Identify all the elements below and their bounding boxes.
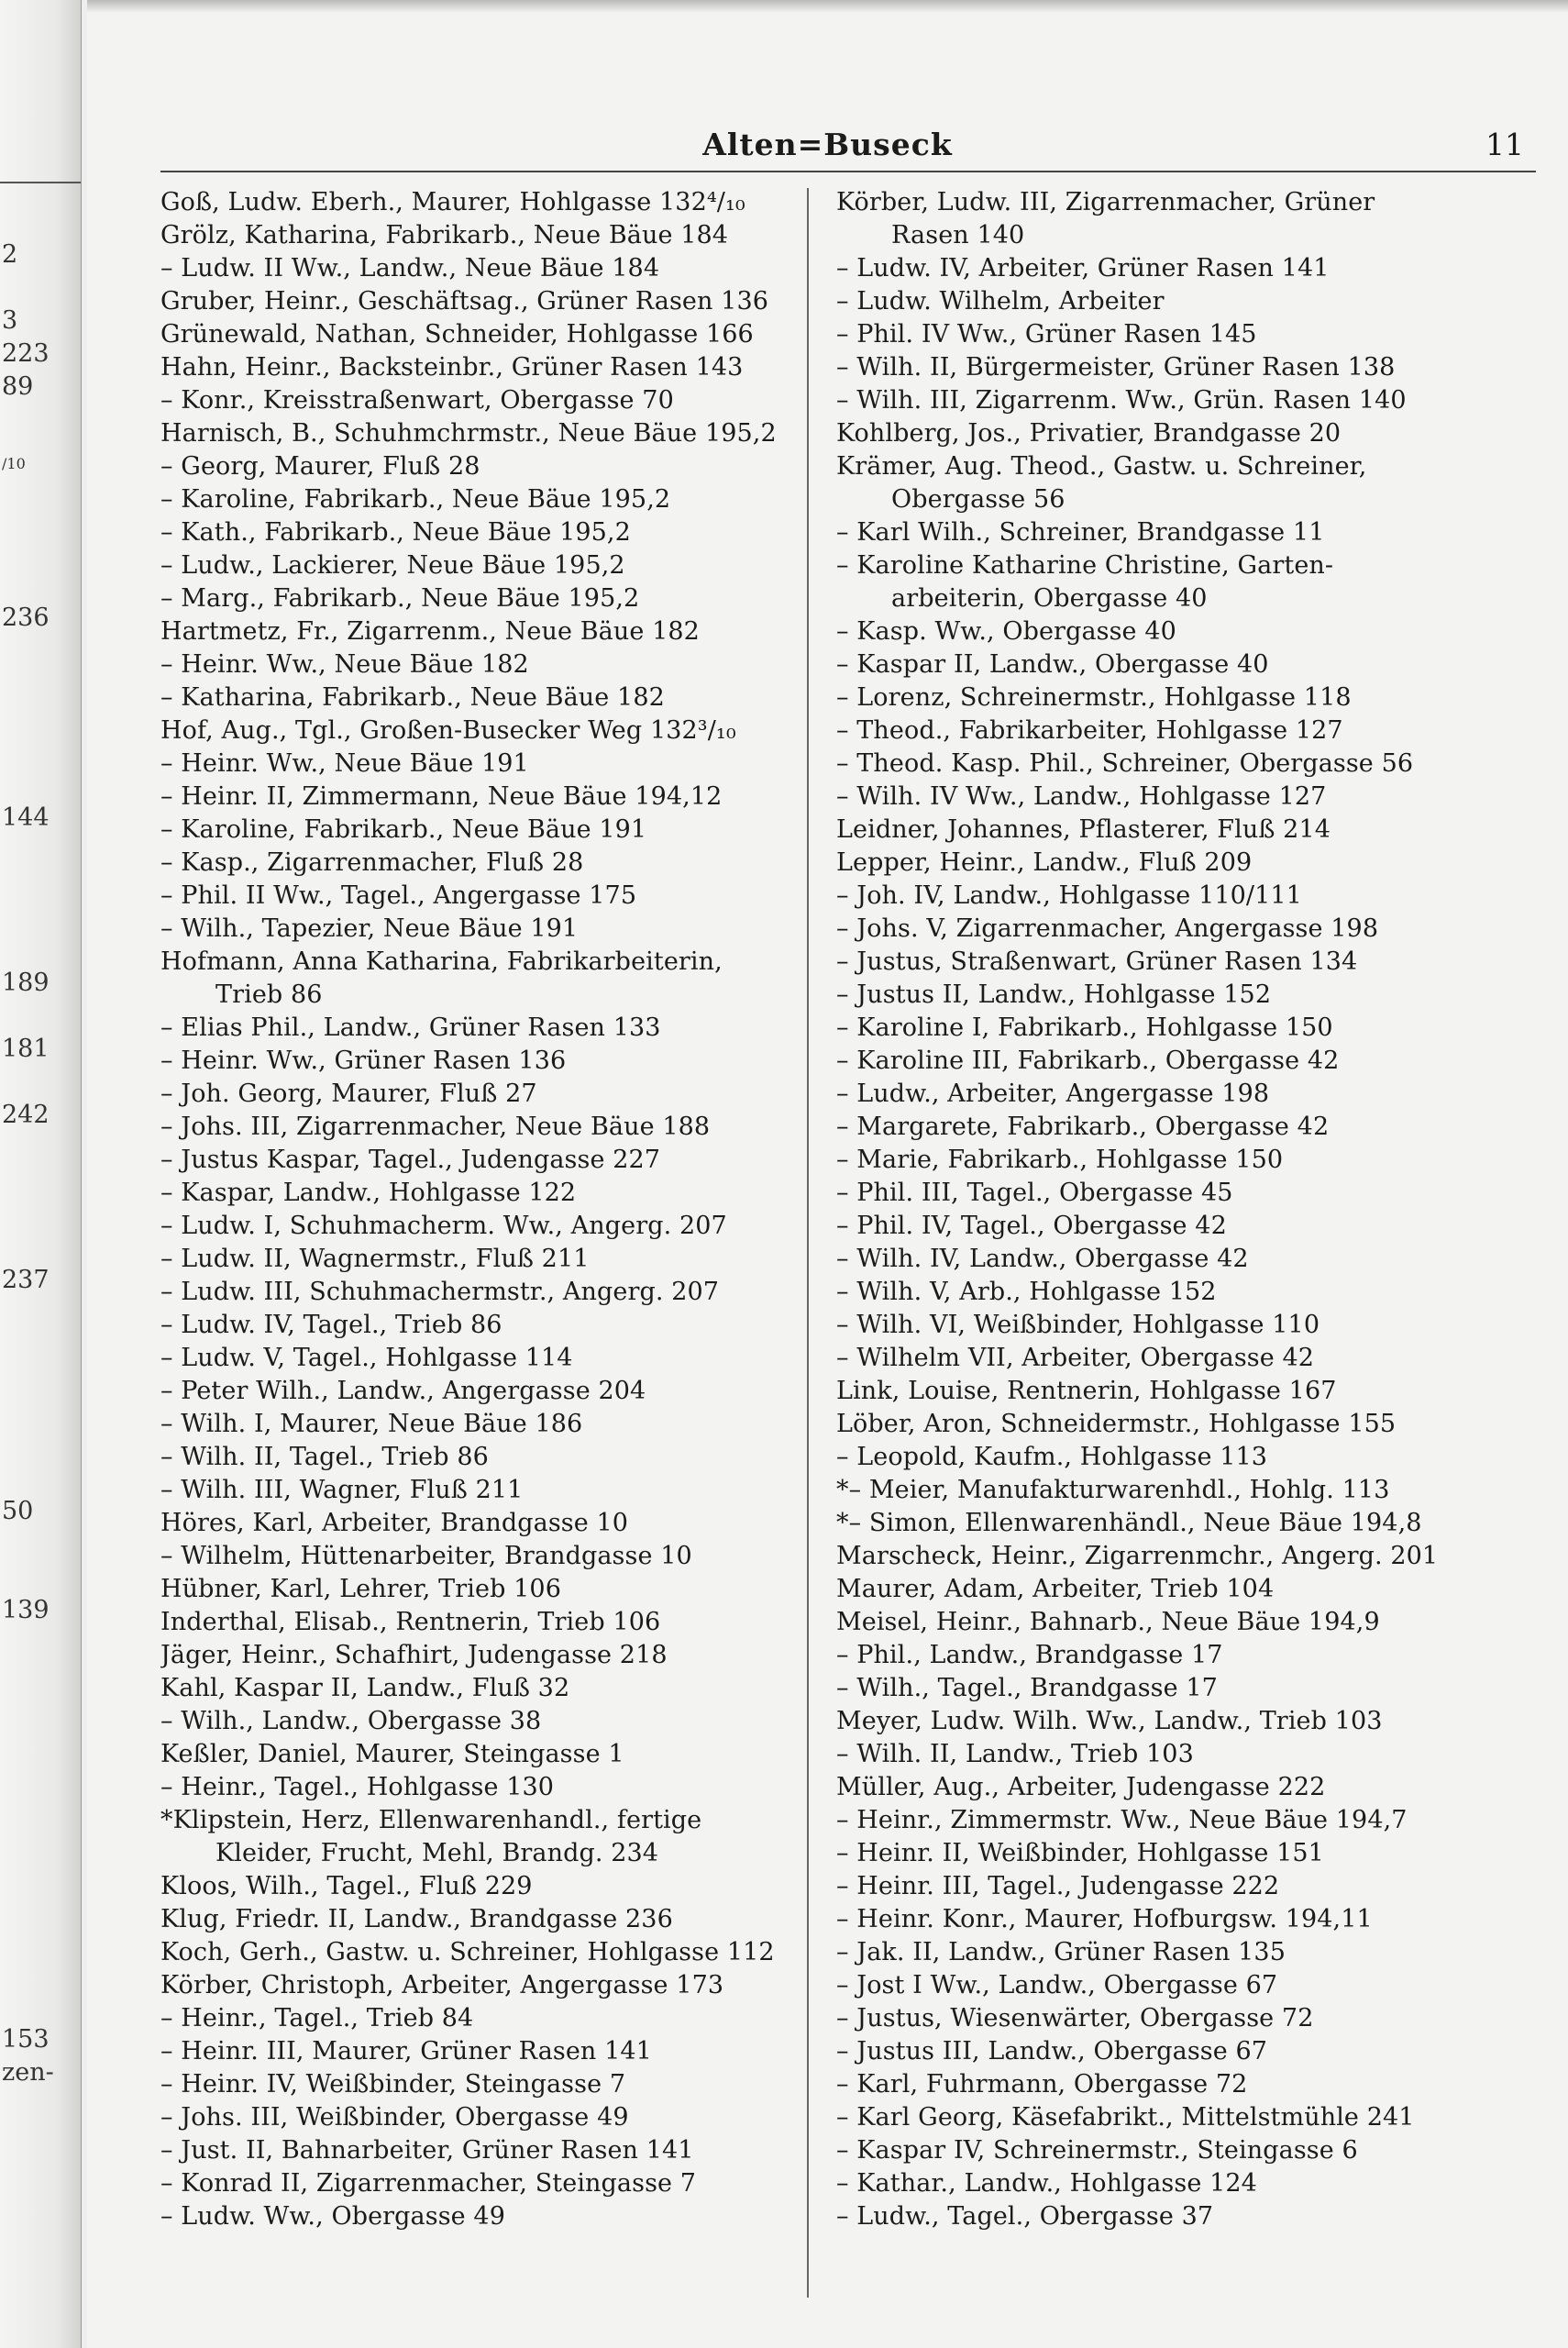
directory-entry: – Justus III, Landw., Obergasse 67 [836, 2037, 1268, 2066]
directory-entry: – Just. II, Bahnarbeiter, Grüner Rasen 141 [160, 2136, 694, 2165]
directory-entry: – Ludw. Wilhelm, Arbeiter [836, 287, 1165, 316]
directory-entry: Krämer, Aug. Theod., Gastw. u. Schreiner, [836, 452, 1367, 481]
previous-page-edge [0, 0, 82, 2348]
directory-entry: Körber, Ludw. III, Zigarrenmacher, Grüner [836, 188, 1375, 216]
prev-page-fragment: 139 [2, 1596, 50, 1624]
directory-entry: Grölz, Katharina, Fabrikarb., Neue Bäue 184 [160, 221, 729, 249]
directory-entry: – Heinr. Ww., Grüner Rasen 136 [160, 1047, 567, 1075]
directory-entry: – Jak. II, Landw., Grüner Rasen 135 [836, 1938, 1286, 1966]
right-column [836, 186, 1506, 2233]
directory-entry: – Margarete, Fabrikarb., Obergasse 42 [836, 1113, 1330, 1141]
directory-entry: – Karoline Katharine Christine, Garten- [836, 551, 1334, 580]
prev-page-rule [0, 182, 81, 183]
directory-entry: Koch, Gerh., Gastw. u. Schreiner, Hohlgasse 112 [160, 1938, 775, 1966]
prev-page-fragment: 236 [2, 604, 50, 632]
prev-page-fragment: 181 [2, 1035, 50, 1063]
directory-entry: – Heinr. Ww., Neue Bäue 182 [160, 650, 529, 679]
prev-page-fragment: 2 [2, 240, 18, 269]
page-number: 11 [1485, 127, 1524, 162]
directory-entry: – Heinr. IV, Weißbinder, Steingasse 7 [160, 2070, 626, 2099]
directory-entry: – Jost I Ww., Landw., Obergasse 67 [836, 1971, 1278, 1999]
directory-entry: – Marg., Fabrikarb., Neue Bäue 195,2 [160, 584, 640, 613]
directory-entry: Grünewald, Nathan, Schneider, Hohlgasse 166 [160, 320, 754, 349]
directory-entry: – Heinr., Tagel., Trieb 84 [160, 2004, 474, 2032]
directory-entry: – Wilhelm VII, Arbeiter, Obergasse 42 [836, 1344, 1315, 1372]
directory-entry: Lepper, Heinr., Landw., Fluß 209 [836, 848, 1253, 877]
directory-entry: Jäger, Heinr., Schafhirt, Judengasse 218 [160, 1641, 668, 1669]
prev-page-fragment: 3 [2, 306, 18, 335]
directory-entry-continuation: arbeiterin, Obergasse 40 [891, 584, 1208, 613]
directory-entry: Körber, Christoph, Arbeiter, Angergasse 173 [160, 1971, 724, 1999]
directory-entry: Meyer, Ludw. Wilh. Ww., Landw., Trieb 103 [836, 1707, 1383, 1735]
directory-entry: – Phil. III, Tagel., Obergasse 45 [836, 1179, 1233, 1207]
directory-entry-continuation: Kleider, Frucht, Mehl, Brandg. 234 [215, 1839, 659, 1867]
directory-entry: – Marie, Fabrikarb., Hohlgasse 150 [836, 1146, 1284, 1174]
directory-entry: – Johs. III, Zigarrenmacher, Neue Bäue 188 [160, 1113, 711, 1141]
directory-entry: – Kathar., Landw., Hohlgasse 124 [836, 2169, 1257, 2198]
directory-entry: – Johs. V, Zigarrenmacher, Angergasse 198 [836, 914, 1379, 943]
directory-entry: Gruber, Heinr., Geschäftsag., Grüner Rasen 136 [160, 287, 769, 316]
directory-entry: – Karl Wilh., Schreiner, Brandgasse 11 [836, 518, 1325, 547]
directory-entry: – Heinr. Ww., Neue Bäue 191 [160, 749, 529, 778]
directory-entry: – Ludw. IV, Tagel., Trieb 86 [160, 1311, 502, 1339]
directory-entry: – Wilh. II, Bürgermeister, Grüner Rasen 138 [836, 353, 1396, 382]
directory-entry: – Elias Phil., Landw., Grüner Rasen 133 [160, 1013, 661, 1042]
directory-entry: – Wilh. IV Ww., Landw., Hohlgasse 127 [836, 782, 1327, 811]
directory-entry: – Ludw. I, Schuhmacherm. Ww., Angerg. 207 [160, 1212, 727, 1240]
directory-entry: – Heinr. III, Tagel., Judengasse 222 [836, 1872, 1280, 1900]
directory-entry: – Joh. IV, Landw., Hohlgasse 110/111 [836, 881, 1302, 910]
directory-entry: – Ludw. Ww., Obergasse 49 [160, 2202, 505, 2231]
directory-entry: – Ludw. V, Tagel., Hohlgasse 114 [160, 1344, 573, 1372]
prev-page-fragment: 89 [2, 372, 34, 401]
directory-entry: – Kaspar IV, Schreinermstr., Steingasse 6 [836, 2136, 1358, 2165]
directory-entry: – Ludw., Arbeiter, Angergasse 198 [836, 1080, 1270, 1108]
directory-entry-continuation: Trieb 86 [215, 980, 323, 1009]
directory-entry: Goß, Ludw. Eberh., Maurer, Hohlgasse 132⁴/₁₀ [160, 188, 745, 216]
column-divider [807, 188, 809, 2298]
prev-page-fragment: 223 [2, 339, 50, 368]
directory-entry: – Wilh. V, Arb., Hohlgasse 152 [836, 1278, 1217, 1306]
directory-entry: – Katharina, Fabrikarb., Neue Bäue 182 [160, 683, 665, 712]
directory-entry: Kohlberg, Jos., Privatier, Brandgasse 20 [836, 419, 1342, 448]
directory-entry: – Peter Wilh., Landw., Angergasse 204 [160, 1377, 646, 1405]
directory-entry: – Heinr. Konr., Maurer, Hofburgsw. 194,11 [836, 1905, 1373, 1933]
directory-entry: *Klipstein, Herz, Ellenwarenhandl., fertige [160, 1806, 702, 1834]
directory-entry: Hahn, Heinr., Backsteinbr., Grüner Rasen 143 [160, 353, 744, 382]
directory-entry: – Wilh., Tapezier, Neue Bäue 191 [160, 914, 579, 943]
directory-entry: Müller, Aug., Arbeiter, Judengasse 222 [836, 1773, 1326, 1801]
directory-entry: – Justus, Straßenwart, Grüner Rasen 134 [836, 947, 1358, 976]
directory-entry: Kloos, Wilh., Tagel., Fluß 229 [160, 1872, 533, 1900]
directory-entry: Hofmann, Anna Katharina, Fabrikarbeiterin, [160, 947, 723, 976]
directory-entry: – Phil. II Ww., Tagel., Angergasse 175 [160, 881, 637, 910]
directory-entry: – Lorenz, Schreinermstr., Hohlgasse 118 [836, 683, 1352, 712]
directory-entry: – Leopold, Kaufm., Hohlgasse 113 [836, 1443, 1268, 1471]
directory-entry: Harnisch, B., Schuhmchrmstr., Neue Bäue 195,2 [160, 419, 777, 448]
prev-page-fragment: 153 [2, 2025, 50, 2054]
prev-page-fragment: 237 [2, 1266, 50, 1294]
directory-entry: – Wilhelm, Hüttenarbeiter, Brandgasse 10 [160, 1542, 692, 1570]
directory-entry: – Karoline I, Fabrikarb., Hohlgasse 150 [836, 1013, 1333, 1042]
directory-entry: – Phil., Landw., Brandgasse 17 [836, 1641, 1223, 1669]
directory-entry: – Ludw. II, Wagnermstr., Fluß 211 [160, 1245, 590, 1273]
directory-entry: Kahl, Kaspar II, Landw., Fluß 32 [160, 1674, 570, 1702]
book-page [87, 0, 1568, 2348]
directory-entry: – Karoline, Fabrikarb., Neue Bäue 195,2 [160, 485, 671, 514]
directory-entry: – Johs. III, Weißbinder, Obergasse 49 [160, 2103, 629, 2132]
directory-entry: – Theod. Kasp. Phil., Schreiner, Obergasse 56 [836, 749, 1414, 778]
directory-entry: – Wilh. IV, Landw., Obergasse 42 [836, 1245, 1249, 1273]
directory-entry: – Heinr., Tagel., Hohlgasse 130 [160, 1773, 555, 1801]
directory-entry: – Konr., Kreisstraßenwart, Obergasse 70 [160, 386, 674, 415]
directory-entry: – Karl Georg, Käsefabrikt., Mittelstmühle 241 [836, 2103, 1415, 2132]
directory-entry: – Justus, Wiesenwärter, Obergasse 72 [836, 2004, 1314, 2032]
directory-entry: – Kasp., Zigarrenmacher, Fluß 28 [160, 848, 584, 877]
prev-page-fragment: 50 [2, 1497, 34, 1525]
directory-entry: – Ludw., Lackierer, Neue Bäue 195,2 [160, 551, 625, 580]
directory-entry: Link, Louise, Rentnerin, Hohlgasse 167 [836, 1377, 1337, 1405]
directory-entry: Löber, Aron, Schneidermstr., Hohlgasse 155 [836, 1410, 1397, 1438]
directory-entry: – Wilh., Tagel., Brandgasse 17 [836, 1674, 1218, 1702]
directory-entry: – Justus Kaspar, Tagel., Judengasse 227 [160, 1146, 661, 1174]
page-top-shadow [87, 0, 1568, 13]
directory-entry: – Wilh. II, Landw., Trieb 103 [836, 1740, 1194, 1768]
directory-entry-continuation: Obergasse 56 [891, 485, 1066, 514]
prev-page-fragment: /10 [2, 455, 26, 472]
prev-page-fragment: 144 [2, 803, 50, 832]
page-title: Alten=Buseck [702, 127, 953, 162]
directory-entry: – Wilh. III, Wagner, Fluß 211 [160, 1476, 524, 1504]
directory-entry: *– Meier, Manufakturwarenhdl., Hohlg. 113 [836, 1476, 1390, 1504]
directory-entry: – Ludw. III, Schuhmachermstr., Angerg. 207 [160, 1278, 720, 1306]
directory-entry: Leidner, Johannes, Pflasterer, Fluß 214 [836, 815, 1331, 844]
left-column [160, 186, 830, 2233]
directory-entry: – Wilh., Landw., Obergasse 38 [160, 1707, 542, 1735]
header-rule [160, 171, 1536, 172]
directory-entry: – Phil. IV Ww., Grüner Rasen 145 [836, 320, 1257, 349]
directory-entry: Hübner, Karl, Lehrer, Trieb 106 [160, 1575, 561, 1603]
directory-entry: – Wilh. III, Zigarrenm. Ww., Grün. Rasen 140 [836, 386, 1407, 415]
directory-entry: – Georg, Maurer, Fluß 28 [160, 452, 480, 481]
directory-entry: Klug, Friedr. II, Landw., Brandgasse 236 [160, 1905, 673, 1933]
directory-entry: – Wilh. VI, Weißbinder, Hohlgasse 110 [836, 1311, 1320, 1339]
directory-entry: – Heinr. II, Zimmermann, Neue Bäue 194,12 [160, 782, 723, 811]
directory-entry: Inderthal, Elisab., Rentnerin, Trieb 106 [160, 1608, 661, 1636]
prev-page-fragment: 242 [2, 1101, 50, 1129]
directory-entry: – Heinr. III, Maurer, Grüner Rasen 141 [160, 2037, 652, 2066]
directory-entry: – Wilh. I, Maurer, Neue Bäue 186 [160, 1410, 583, 1438]
directory-entry: – Joh. Georg, Maurer, Fluß 27 [160, 1080, 537, 1108]
directory-entry: Marscheck, Heinr., Zigarrenmchr., Angerg. 201 [836, 1542, 1439, 1570]
directory-entry: – Ludw. IV, Arbeiter, Grüner Rasen 141 [836, 254, 1330, 282]
directory-entry: – Ludw., Tagel., Obergasse 37 [836, 2202, 1214, 2231]
directory-entry: – Karl, Fuhrmann, Obergasse 72 [836, 2070, 1248, 2099]
directory-entry: – Heinr. II, Weißbinder, Hohlgasse 151 [836, 1839, 1324, 1867]
directory-entry: – Kath., Fabrikarb., Neue Bäue 195,2 [160, 518, 631, 547]
directory-entry: Höres, Karl, Arbeiter, Brandgasse 10 [160, 1509, 629, 1537]
prev-page-fragment: zen- [2, 2058, 54, 2087]
directory-entry: – Karoline, Fabrikarb., Neue Bäue 191 [160, 815, 647, 844]
directory-entry: – Phil. IV, Tagel., Obergasse 42 [836, 1212, 1227, 1240]
directory-entry: – Kaspar II, Landw., Obergasse 40 [836, 650, 1269, 679]
directory-entry: – Justus II, Landw., Hohlgasse 152 [836, 980, 1272, 1009]
directory-entry: Meisel, Heinr., Bahnarb., Neue Bäue 194,9 [836, 1608, 1380, 1636]
directory-entry: Hartmetz, Fr., Zigarrenm., Neue Bäue 182 [160, 617, 700, 646]
directory-entry: *– Simon, Ellenwarenhändl., Neue Bäue 194,8 [836, 1509, 1422, 1537]
directory-entry-continuation: Rasen 140 [891, 221, 1025, 249]
directory-entry: – Theod., Fabrikarbeiter, Hohlgasse 127 [836, 716, 1343, 745]
directory-entry: – Kasp. Ww., Obergasse 40 [836, 617, 1176, 646]
directory-entry: Keßler, Daniel, Maurer, Steingasse 1 [160, 1740, 624, 1768]
directory-entry: – Heinr., Zimmermstr. Ww., Neue Bäue 194,7 [836, 1806, 1408, 1834]
directory-entry: – Konrad II, Zigarrenmacher, Steingasse 7 [160, 2169, 697, 2198]
directory-entry: – Karoline III, Fabrikarb., Obergasse 42 [836, 1047, 1340, 1075]
directory-entry: Maurer, Adam, Arbeiter, Trieb 104 [836, 1575, 1275, 1603]
prev-page-fragment: 189 [2, 969, 50, 997]
directory-entry: Hof, Aug., Tgl., Großen-Busecker Weg 132³/₁₀ [160, 716, 736, 745]
directory-entry: – Kaspar, Landw., Hohlgasse 122 [160, 1179, 577, 1207]
directory-entry: – Wilh. II, Tagel., Trieb 86 [160, 1443, 489, 1471]
directory-entry: – Ludw. II Ww., Landw., Neue Bäue 184 [160, 254, 660, 282]
